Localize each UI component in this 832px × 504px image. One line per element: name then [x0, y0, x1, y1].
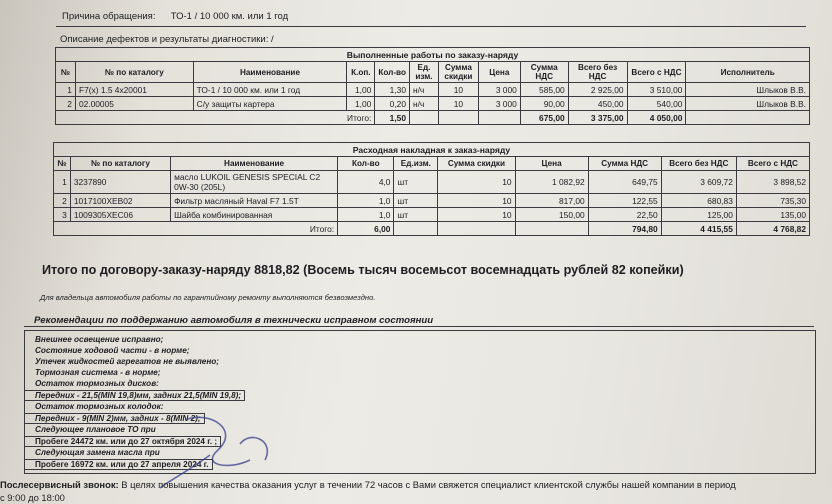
- col-header: №: [54, 157, 71, 171]
- table-row: [54, 208, 810, 222]
- cell: 125,00: [661, 208, 736, 222]
- cell: 817,00: [515, 194, 588, 208]
- rec-line: Внешнее освещение исправно;: [35, 335, 164, 344]
- works-table: [55, 47, 810, 125]
- reason-line: [62, 11, 288, 22]
- cell: 10: [438, 97, 478, 111]
- cell: 1,00: [347, 83, 375, 97]
- rec-line: Пробеге 16972 км. или до 27 апреля 2024 г.: [25, 459, 213, 470]
- reason-value: ТО-1 / 10 000 км. или 1 год: [170, 11, 289, 22]
- cell: 1009305XEC06: [70, 208, 170, 222]
- col-header: Цена: [515, 157, 588, 171]
- rec-line: Пробеге 24472 км. или до 27 октября 2024 г. ;: [25, 436, 221, 447]
- cell: н/ч: [409, 83, 438, 97]
- cell: Фильтр масляный Haval F7 1.5T: [171, 194, 338, 208]
- rec-line: Остаток тормозных дисков:: [35, 379, 159, 388]
- works-total-row: [56, 111, 810, 125]
- cell: 680,83: [661, 194, 736, 208]
- parts-caption: Расходная накладная к заказ-наряду: [54, 143, 810, 157]
- col-header: Всего без НДС: [661, 157, 736, 171]
- cell: 2: [56, 97, 76, 111]
- cell: 3 000: [478, 83, 520, 97]
- cell: 2: [54, 194, 71, 208]
- cell: 1: [56, 83, 76, 97]
- parts-header-row: [54, 157, 810, 171]
- col-header: Сумма скидки: [438, 62, 478, 83]
- col-header: Всего с НДС: [736, 157, 809, 171]
- grand-total: Итого по договору-заказу-наряду 8818,82 (Восемь тысяч восемьсот восемнадцать рублей 82 копейки): [42, 263, 684, 277]
- cell: 3 000: [478, 97, 520, 111]
- post-service-label: Послесервисный звонок:: [0, 479, 119, 490]
- col-header: Сумма НДС: [520, 62, 568, 83]
- cell: С/у защиты картера: [193, 97, 347, 111]
- total-label: Итого:: [54, 222, 338, 236]
- cell: F7(x) 1.5 4x20001: [75, 83, 193, 97]
- rec-line: Передних - 21,5(MIN 19,8)мм, задних 21,5(MIN 19,8);: [25, 390, 245, 401]
- works-header-row: [56, 62, 810, 83]
- rec-line: Состояние ходовой части - в норме;: [35, 346, 190, 355]
- cell: 0,20: [375, 97, 410, 111]
- col-header: Наименование: [171, 157, 338, 171]
- cell: 90,00: [520, 97, 568, 111]
- total-vat: 794,80: [588, 222, 661, 236]
- table-row: [54, 194, 810, 208]
- cell: Шлыков В.В.: [686, 83, 810, 97]
- rec-line: Тормозная система - в норме;: [35, 368, 161, 377]
- col-header: № по каталогу: [75, 62, 193, 83]
- col-header: Наименование: [193, 62, 347, 83]
- cell: 10: [438, 208, 515, 222]
- cell: 3 898,52: [736, 171, 809, 194]
- cell: ТО-1 / 10 000 км. или 1 год: [193, 83, 347, 97]
- col-header: К.оп.: [347, 62, 375, 83]
- cell: 585,00: [520, 83, 568, 97]
- recommendations-title: Рекомендации по поддержанию автомобиля в технически исправном состоянии: [34, 315, 434, 326]
- rec-line: Следующая замена масла при: [35, 448, 160, 457]
- cell: 3 510,00: [627, 83, 686, 97]
- divider: [56, 26, 806, 27]
- cell: 540,00: [627, 97, 686, 111]
- cell: 4,0: [338, 171, 394, 194]
- cell: 649,75: [588, 171, 661, 194]
- cell: 450,00: [568, 97, 627, 111]
- rec-line: Передних - 9(MIN 2)мм, задних - 8(MIN 2);: [25, 413, 205, 424]
- col-header: Кол-во: [375, 62, 410, 83]
- cell: 3237890: [70, 171, 170, 194]
- cell: 10: [438, 83, 478, 97]
- total-no-vat: 3 375,00: [568, 111, 627, 125]
- col-header: Исполнитель: [686, 62, 810, 83]
- total-no-vat: 4 415,55: [661, 222, 736, 236]
- rec-line: Следующее плановое ТО при: [35, 425, 156, 434]
- defects-label: Описание дефектов и результаты диагностики: /: [60, 34, 274, 45]
- cell: 735,30: [736, 194, 809, 208]
- cell: 22,50: [588, 208, 661, 222]
- total-with-vat: 4 050,00: [627, 111, 686, 125]
- cell: 1 082,92: [515, 171, 588, 194]
- cell: 135,00: [736, 208, 809, 222]
- cell: 10: [438, 194, 515, 208]
- parts-table: [53, 142, 810, 236]
- cell: Шлыков В.В.: [686, 97, 810, 111]
- cell: [171, 171, 338, 194]
- post-service-call: [0, 479, 736, 490]
- table-row: [56, 97, 810, 111]
- cell: шт: [394, 208, 438, 222]
- col-header: № по каталогу: [70, 157, 170, 171]
- col-header: Всего с НДС: [627, 62, 686, 83]
- col-header: Ед. изм.: [409, 62, 438, 83]
- total-with-vat: 4 768,82: [736, 222, 809, 236]
- rec-line: Утечек жидкостей агрегатов не выявлено;: [35, 357, 219, 366]
- works-caption: Выполненные работы по заказу-наряду: [56, 48, 810, 62]
- col-header: Всего без НДС: [568, 62, 627, 83]
- col-header: Сумма скидки: [438, 157, 515, 171]
- cell: 122,55: [588, 194, 661, 208]
- cell: 3: [54, 208, 71, 222]
- signature: [90, 400, 300, 490]
- post-service-text: В целях повышения качества оказания услуг в течении 72 часов с Вами свяжется специалист клиентской службы нашей компании в период: [121, 479, 736, 490]
- cell: шт: [394, 194, 438, 208]
- cell: 1,0: [338, 208, 394, 222]
- table-row: [54, 171, 810, 194]
- cell: 3 609,72: [661, 171, 736, 194]
- rec-line: Остаток тормозных колодок:: [35, 402, 164, 411]
- cell: 02.00005: [75, 97, 193, 111]
- item-name-line2: 0W-30 (205L): [174, 182, 226, 192]
- post-service-hours: с 9:00 до 18:00: [0, 492, 65, 503]
- cell: шт: [394, 171, 438, 194]
- cell: 150,00: [515, 208, 588, 222]
- cell: 1,0: [338, 194, 394, 208]
- cell: 1017100XEB02: [70, 194, 170, 208]
- cell: 1,00: [347, 97, 375, 111]
- total-qty: 6,00: [338, 222, 394, 236]
- col-header: №: [56, 62, 76, 83]
- col-header: Цена: [478, 62, 520, 83]
- cell: 10: [438, 171, 515, 194]
- cell: 1,30: [375, 83, 410, 97]
- parts-total-row: [54, 222, 810, 236]
- total-vat: 675,00: [520, 111, 568, 125]
- col-header: Сумма НДС: [588, 157, 661, 171]
- divider: [24, 326, 814, 327]
- reason-label: Причина обращения:: [62, 11, 156, 22]
- cell: Шайба комбинированная: [171, 208, 338, 222]
- warranty-note: Для владельца автомобиля работы по гарантийному ремонту выполняются безвозмездно.: [40, 293, 376, 302]
- total-qty: 1,50: [375, 111, 410, 125]
- cell: н/ч: [409, 97, 438, 111]
- item-name: масло LUKOIL GENESIS SPECIAL C2: [174, 172, 321, 182]
- cell: 1: [54, 171, 71, 194]
- col-header: Ед.изм.: [394, 157, 438, 171]
- cell: 2 925,00: [568, 83, 627, 97]
- col-header: Кол-во: [338, 157, 394, 171]
- table-row: [56, 83, 810, 97]
- total-label: Итого:: [56, 111, 375, 125]
